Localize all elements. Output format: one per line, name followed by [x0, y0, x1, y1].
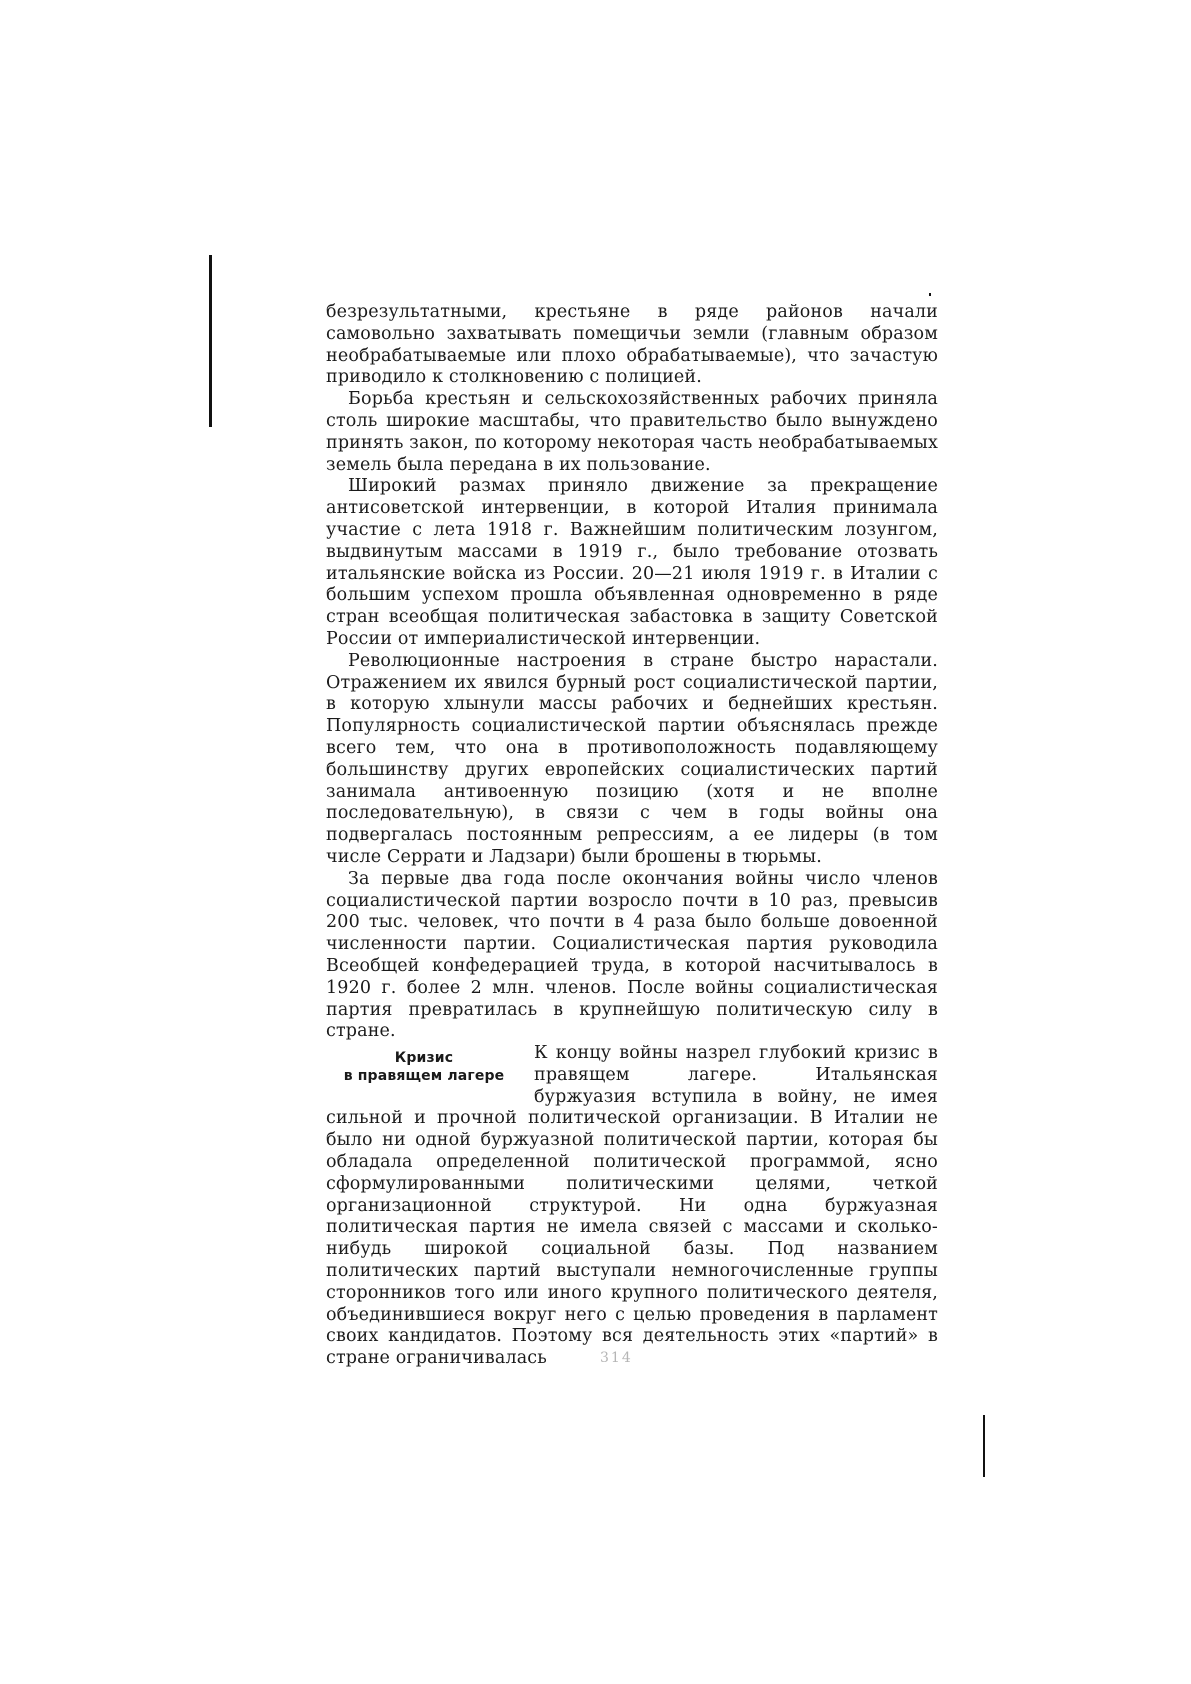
scan-margin-mark-left [209, 255, 212, 427]
paragraph-2: Борьба крестьян и сельскохозяйственных рабочих приняла столь широкие масштабы, что правительство было вынуждено принять закон, по которому некоторая часть необрабатываемых земель была передана в их пользование. [326, 389, 938, 475]
page-text-block [326, 302, 938, 1370]
scan-speck [929, 293, 931, 296]
page-number: 314 [600, 1350, 633, 1366]
paragraph-6: К концу войны назрел глубокий кризис в правящем лагере. Итальянская буржуазия вступила в войну, не имея сильной и прочной политической организации. В Италии не было ни одной буржуазной политической партии, которая бы обладала определенной политической программой, ясно сформулированными политическими целями, четкой организационной структурой. Ни одна буржуазная политическая партия не имела связей с массами и сколько-нибудь широкой социальной базы. Под названием политических партий выступали немногочисленные группы сторонников того или иного крупного политического деятеля, объединившиеся вокруг него с целью проведения в парламент своих кандидатов. Поэтому вся деятельность этих «партий» в стране ограничивалась [326, 1043, 938, 1369]
paragraph-3: Широкий размах приняло движение за прекращение антисоветской интервенции, в которой Италия принимала участие с лета 1918 г. Важнейшим политическим лозунгом, выдвинутым массами в 1919 г., было требование отозвать итальянские войска из России. 20—21 июля 1919 г. в Италии с большим успехом прошла объявленная одновременно в ряде стран всеобщая политическая забастовка в защиту Советской России от империалистической интервенции. [326, 476, 938, 649]
scan-margin-mark-right [983, 1415, 985, 1477]
paragraph-1: безрезультатными, крестьяне в ряде районов начали самовольно захватывать помещичьи земли (главным образом необрабатываемые или плохо обрабатываемые), что зачастую приводило к столкновению с полицией. [326, 302, 938, 388]
side-heading-line-1: Кризис [394, 1050, 454, 1067]
side-heading-line-2: в правящем лагере [343, 1068, 505, 1085]
paragraph-5: За первые два года после окончания войны число членов социалистической партии возросло почти в 10 раз, превысив 200 тыс. человек, что почти в 4 раза было больше довоенной численности партии. Социалистическая партия руководила Всеобщей конфедерацией труда, в которой насчитывалось в 1920 г. более 2 млн. членов. После войны социалистическая партия превратилась в крупнейшую политическую силу в стране. [326, 868, 938, 1042]
side-heading [326, 1049, 522, 1085]
paragraph-4: Революционные настроения в стране быстро нарастали. Отражением их явился бурный рост социалистической партии, в которую хлынули массы рабочих и беднейших крестьян. Популярность социалистической партии объяснялась прежде всего тем, что она в противоположность подавляющему большинству других европейских социалистических партий занимала антивоенную позицию (хотя и не вполне последовательную), в связи с чем в годы войны она подвергалась постоянным репрессиям, а ее лидеры (в том числе Серрати и Ладзари) были брошены в тюрьмы. [326, 650, 938, 867]
